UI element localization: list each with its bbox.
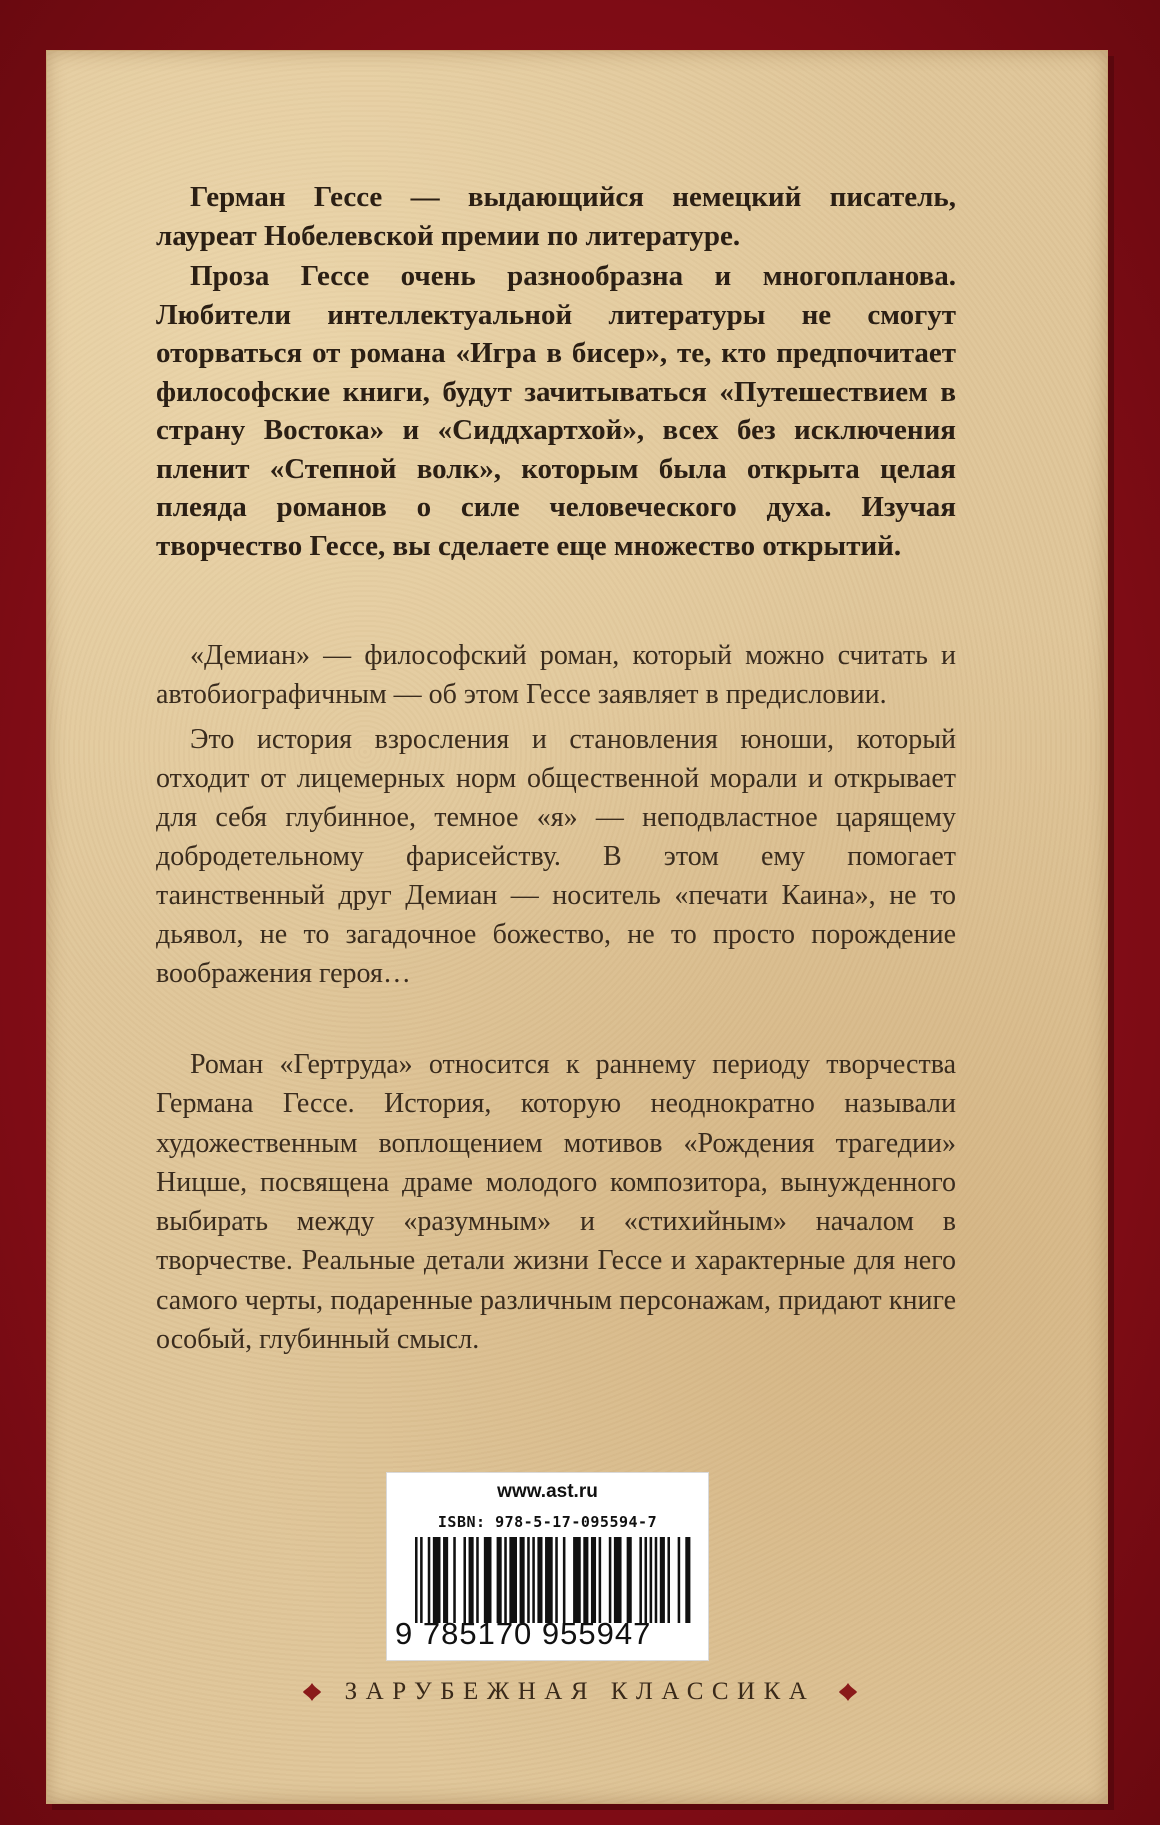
demian-paragraph-2: Это история взросления и становления юноши, который отходит от лицемерных норм общественной морали и открывает для себя глубинное, темное «я» — неподвластное царящему добродетельному фарисейству. В этом ему помогает таинственный друг Демиан — носитель «печати Каина», не то дьявол, не то загадочное божество, не то просто порождение воображения героя… bbox=[156, 724, 956, 989]
gertrud-description bbox=[156, 1045, 956, 1359]
barcode-bar bbox=[678, 1537, 681, 1623]
barcode-bar bbox=[609, 1537, 612, 1623]
barcode-bar bbox=[453, 1537, 456, 1623]
isbn-number: ISBN: 978-5-17-095594-7 bbox=[437, 1513, 658, 1531]
barcode-bar bbox=[563, 1537, 566, 1623]
barcode-bar bbox=[484, 1537, 492, 1623]
publisher-website: www.ast.ru bbox=[497, 1481, 598, 1502]
series-label: ЗАРУБЕЖНАЯ КЛАССИКА bbox=[344, 1678, 816, 1705]
barcode-bar bbox=[509, 1537, 517, 1623]
barcode-bar bbox=[476, 1537, 479, 1623]
barcode-bar bbox=[573, 1537, 581, 1623]
barcode-bar bbox=[599, 1537, 602, 1623]
barcode-bar bbox=[639, 1537, 642, 1623]
fleuron-left-icon bbox=[301, 1681, 323, 1703]
demian-paragraph-1: «Демиан» — философский роман, который можно считать и автобиографичным — об этом Гессе заявляет в предисловии. bbox=[156, 640, 956, 710]
barcode-bar bbox=[520, 1537, 525, 1623]
barcode-bars bbox=[413, 1537, 693, 1623]
barcode-bar bbox=[463, 1537, 466, 1623]
author-intro bbox=[156, 178, 956, 565]
barcode-bar bbox=[443, 1537, 448, 1623]
series-banner bbox=[170, 1672, 990, 1712]
gertrud-paragraph-1: Роман «Гертруда» относится к раннему периоду творчества Германа Гессе. История, которую неоднократно называли художественным воплощением мотивов «Рождения трагедии» Ницше, посвящена драме молодого композитора, вынужденного выбирать между «разумным» и «стихийным» началом в творчестве. Реальные детали жизни Гессе и характерные для него самого черты, подаренные различным персонажам, придают книге особый, глубинный смысл. bbox=[156, 1049, 956, 1356]
barcode-box bbox=[386, 1472, 709, 1661]
fleuron-right-icon bbox=[837, 1681, 859, 1703]
barcode-bar bbox=[583, 1537, 588, 1623]
demian-description bbox=[156, 636, 956, 993]
barcode-bar bbox=[537, 1537, 542, 1623]
ean-digits: 9 785170 955947 bbox=[395, 1616, 652, 1651]
barcode-bar bbox=[504, 1537, 507, 1623]
barcode-bar bbox=[645, 1537, 648, 1623]
barcode-bar bbox=[433, 1537, 441, 1623]
barcode-bar bbox=[655, 1537, 658, 1623]
barcode-bar bbox=[650, 1537, 653, 1623]
barcode-bar bbox=[614, 1537, 622, 1623]
intro-paragraph-2: Проза Гессе очень разнообразна и многопланова. Любители интеллектуальной литературы не смогут оторваться от романа «Игра в бисер», те, кто предпочитает философские книги, будут зачитываться «Путешествием в страну Востока» и «Сиддхартхой», всех без исключения пленит «Степной волк», которым была открыта целая плеяда романов о силе человеческого духа. Изучая творчество Гессе, вы сделаете еще множество открытий. bbox=[156, 260, 956, 562]
barcode-bar bbox=[527, 1537, 530, 1623]
barcode-bar bbox=[660, 1537, 665, 1623]
barcode-bar bbox=[627, 1537, 632, 1623]
barcode-bar bbox=[591, 1537, 596, 1623]
barcode-bar bbox=[415, 1537, 418, 1623]
barcode-bar bbox=[667, 1537, 670, 1623]
barcode-bar bbox=[497, 1537, 502, 1623]
barcode-bar bbox=[685, 1537, 690, 1623]
barcode-bar bbox=[469, 1537, 474, 1623]
barcode-bar bbox=[545, 1537, 553, 1623]
barcode-bar bbox=[428, 1537, 431, 1623]
barcode-bar bbox=[420, 1537, 423, 1623]
intro-paragraph-1: Герман Гессе — выдающийся немецкий писатель, лауреат Нобелевской премии по литературе. bbox=[156, 181, 956, 252]
barcode-bar bbox=[532, 1537, 535, 1623]
barcode-bar bbox=[555, 1537, 558, 1623]
